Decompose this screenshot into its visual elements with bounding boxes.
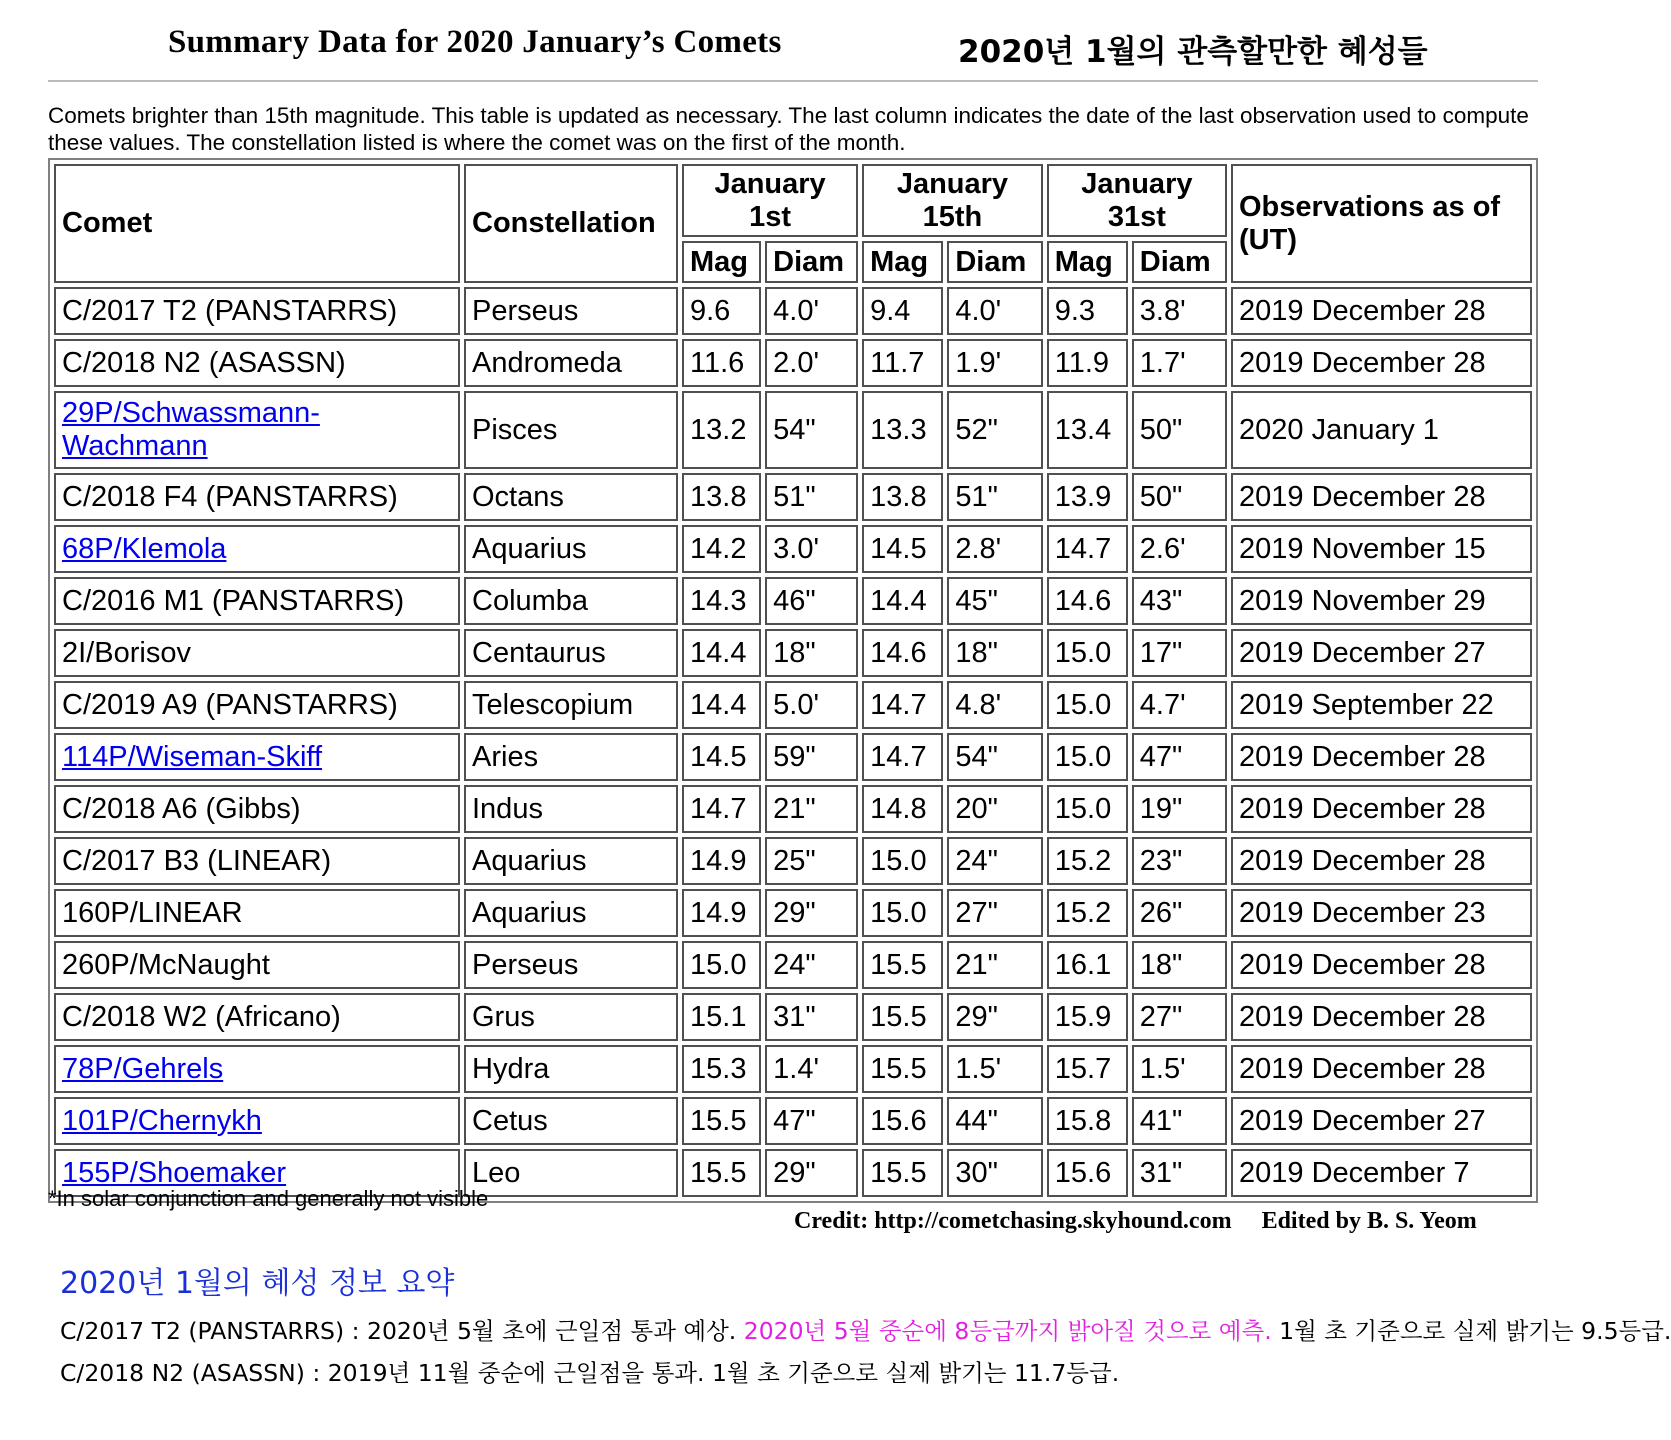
mag-jan31-cell: 15.2 bbox=[1047, 889, 1128, 937]
comet-name-cell: C/2019 A9 (PANSTARRS) bbox=[54, 681, 460, 729]
table-row bbox=[54, 391, 1532, 469]
observation-date-cell: 2019 December 23 bbox=[1231, 889, 1532, 937]
observation-date-cell: 2019 December 28 bbox=[1231, 785, 1532, 833]
observation-date-cell: 2020 January 1 bbox=[1231, 391, 1532, 469]
summary-line-1-tail: 1월 초 기준으로 실제 밝기는 9.5등급. bbox=[1271, 1317, 1671, 1345]
mag-jan1-cell: 13.8 bbox=[682, 473, 761, 521]
page-title-korean: 2020년 1월의 관측할만한 혜성들 bbox=[958, 34, 1428, 70]
constellation-cell: Aries bbox=[464, 733, 678, 781]
table-row bbox=[54, 785, 1532, 833]
mag-jan15-cell: 13.8 bbox=[862, 473, 943, 521]
mag-jan15-cell: 15.0 bbox=[862, 889, 943, 937]
observation-date-cell: 2019 December 7 bbox=[1231, 1149, 1532, 1197]
diam-jan15-cell: 51" bbox=[947, 473, 1042, 521]
summary-line-1-text: C/2017 T2 (PANSTARRS) : 2020년 5월 초에 근일점 통과 예상. bbox=[60, 1317, 744, 1345]
mag-jan15-cell: 15.6 bbox=[862, 1097, 943, 1145]
observation-date-cell: 2019 December 28 bbox=[1231, 941, 1532, 989]
mag-jan1-cell: 15.1 bbox=[682, 993, 761, 1041]
header-diam: Diam bbox=[765, 241, 858, 283]
mag-jan31-cell: 15.6 bbox=[1047, 1149, 1128, 1197]
diam-jan15-cell: 29" bbox=[947, 993, 1042, 1041]
diam-jan1-cell: 5.0' bbox=[765, 681, 858, 729]
comet-name-cell: C/2017 T2 (PANSTARRS) bbox=[54, 287, 460, 335]
header-observations: Observations as of (UT) bbox=[1231, 164, 1532, 283]
mag-jan31-cell: 15.0 bbox=[1047, 785, 1128, 833]
comet-link[interactable]: 114P/Wiseman-Skiff bbox=[62, 740, 323, 773]
comet-link[interactable]: 101P/Chernykh bbox=[62, 1104, 262, 1137]
header-jan15: January 15th bbox=[862, 164, 1043, 237]
diam-jan1-cell: 3.0' bbox=[765, 525, 858, 573]
comet-link[interactable]: 29P/Schwassmann-Wachmann bbox=[62, 397, 320, 462]
constellation-cell: Hydra bbox=[464, 1045, 678, 1093]
constellation-cell: Perseus bbox=[464, 941, 678, 989]
constellation-cell: Centaurus bbox=[464, 629, 678, 677]
diam-jan1-cell: 54" bbox=[765, 391, 858, 469]
header-mag: Mag bbox=[862, 241, 943, 283]
page-title: Summary Data for 2020 January’s Comets bbox=[168, 24, 782, 60]
mag-jan1-cell: 14.2 bbox=[682, 525, 761, 573]
comet-name-cell: 160P/LINEAR bbox=[54, 889, 460, 937]
table-row bbox=[54, 993, 1532, 1041]
diam-jan15-cell: 24" bbox=[947, 837, 1042, 885]
constellation-cell: Leo bbox=[464, 1149, 678, 1197]
mag-jan1-cell: 14.7 bbox=[682, 785, 761, 833]
diam-jan15-cell: 4.0' bbox=[947, 287, 1042, 335]
constellation-cell: Octans bbox=[464, 473, 678, 521]
mag-jan15-cell: 14.6 bbox=[862, 629, 943, 677]
summary-line-1-highlight: 2020년 5월 중순에 8등급까지 밝아질 것으로 예측. bbox=[743, 1317, 1272, 1345]
observation-date-cell: 2019 December 28 bbox=[1231, 339, 1532, 387]
table-row bbox=[54, 339, 1532, 387]
observation-date-cell: 2019 September 22 bbox=[1231, 681, 1532, 729]
comet-name-cell: C/2017 B3 (LINEAR) bbox=[54, 837, 460, 885]
comet-name-cell bbox=[54, 1097, 460, 1145]
comet-name-cell bbox=[54, 733, 460, 781]
diam-jan31-cell: 18" bbox=[1132, 941, 1227, 989]
observation-date-cell: 2019 December 28 bbox=[1231, 1045, 1532, 1093]
mag-jan31-cell: 15.0 bbox=[1047, 681, 1128, 729]
diam-jan31-cell: 2.6' bbox=[1132, 525, 1227, 573]
comet-table bbox=[48, 158, 1538, 1203]
mag-jan1-cell: 15.0 bbox=[682, 941, 761, 989]
comet-link[interactable]: 78P/Gehrels bbox=[62, 1052, 224, 1085]
mag-jan15-cell: 9.4 bbox=[862, 287, 943, 335]
observation-date-cell: 2019 December 28 bbox=[1231, 287, 1532, 335]
diam-jan1-cell: 4.0' bbox=[765, 287, 858, 335]
diam-jan31-cell: 50" bbox=[1132, 473, 1227, 521]
diam-jan1-cell: 47" bbox=[765, 1097, 858, 1145]
comet-name-cell: C/2018 F4 (PANSTARRS) bbox=[54, 473, 460, 521]
diam-jan31-cell: 1.7' bbox=[1132, 339, 1227, 387]
footnote: *In solar conjunction and generally not visible bbox=[48, 1186, 489, 1211]
mag-jan15-cell: 15.5 bbox=[862, 1045, 943, 1093]
mag-jan1-cell: 13.2 bbox=[682, 391, 761, 469]
mag-jan1-cell: 14.5 bbox=[682, 733, 761, 781]
mag-jan31-cell: 15.8 bbox=[1047, 1097, 1128, 1145]
credit-editor: Edited by B. S. Yeom bbox=[1261, 1208, 1477, 1234]
constellation-cell: Pisces bbox=[464, 391, 678, 469]
constellation-cell: Andromeda bbox=[464, 339, 678, 387]
diam-jan15-cell: 1.5' bbox=[947, 1045, 1042, 1093]
mag-jan31-cell: 13.4 bbox=[1047, 391, 1128, 469]
mag-jan15-cell: 15.5 bbox=[862, 993, 943, 1041]
diam-jan1-cell: 21" bbox=[765, 785, 858, 833]
mag-jan31-cell: 15.0 bbox=[1047, 629, 1128, 677]
diam-jan1-cell: 29" bbox=[765, 1149, 858, 1197]
mag-jan15-cell: 14.7 bbox=[862, 733, 943, 781]
mag-jan1-cell: 14.3 bbox=[682, 577, 761, 625]
mag-jan15-cell: 14.8 bbox=[862, 785, 943, 833]
mag-jan31-cell: 14.7 bbox=[1047, 525, 1128, 573]
table-row bbox=[54, 1045, 1532, 1093]
intro-text: Comets brighter than 15th magnitude. This table is updated as necessary. The last column indicates the date of the last observation used to compute these values. The constellation listed is where the comet was on the first of the month. bbox=[48, 103, 1529, 155]
mag-jan15-cell: 14.4 bbox=[862, 577, 943, 625]
mag-jan1-cell: 15.3 bbox=[682, 1045, 761, 1093]
mag-jan31-cell: 15.2 bbox=[1047, 837, 1128, 885]
summary-title: 2020년 1월의 혜성 정보 요약 bbox=[60, 1266, 455, 1301]
diam-jan31-cell: 23" bbox=[1132, 837, 1227, 885]
mag-jan31-cell: 15.9 bbox=[1047, 993, 1128, 1041]
header-diam: Diam bbox=[947, 241, 1042, 283]
table-row bbox=[54, 889, 1532, 937]
credit-source: Credit: http://cometchasing.skyhound.com bbox=[794, 1208, 1232, 1234]
diam-jan1-cell: 29" bbox=[765, 889, 858, 937]
comet-name-cell: C/2018 A6 (Gibbs) bbox=[54, 785, 460, 833]
comet-name-cell: C/2018 N2 (ASASSN) bbox=[54, 339, 460, 387]
mag-jan1-cell: 9.6 bbox=[682, 287, 761, 335]
diam-jan15-cell: 2.8' bbox=[947, 525, 1042, 573]
diam-jan31-cell: 4.7' bbox=[1132, 681, 1227, 729]
comet-name-cell bbox=[54, 391, 460, 469]
diam-jan31-cell: 50" bbox=[1132, 391, 1227, 469]
diam-jan15-cell: 45" bbox=[947, 577, 1042, 625]
mag-jan15-cell: 14.7 bbox=[862, 681, 943, 729]
mag-jan1-cell: 14.4 bbox=[682, 629, 761, 677]
observation-date-cell: 2019 November 15 bbox=[1231, 525, 1532, 573]
comet-name-cell bbox=[54, 1045, 460, 1093]
diam-jan1-cell: 59" bbox=[765, 733, 858, 781]
diam-jan15-cell: 20" bbox=[947, 785, 1042, 833]
table-row bbox=[54, 733, 1532, 781]
table-row bbox=[54, 287, 1532, 335]
table-row bbox=[54, 473, 1532, 521]
table-row bbox=[54, 577, 1532, 625]
header-diam: Diam bbox=[1132, 241, 1227, 283]
diam-jan31-cell: 1.5' bbox=[1132, 1045, 1227, 1093]
mag-jan31-cell: 9.3 bbox=[1047, 287, 1128, 335]
diam-jan1-cell: 31" bbox=[765, 993, 858, 1041]
constellation-cell: Aquarius bbox=[464, 525, 678, 573]
diam-jan15-cell: 1.9' bbox=[947, 339, 1042, 387]
mag-jan31-cell: 15.7 bbox=[1047, 1045, 1128, 1093]
observation-date-cell: 2019 December 27 bbox=[1231, 629, 1532, 677]
observation-date-cell: 2019 December 27 bbox=[1231, 1097, 1532, 1145]
diam-jan31-cell: 19" bbox=[1132, 785, 1227, 833]
diam-jan15-cell: 52" bbox=[947, 391, 1042, 469]
constellation-cell: Columba bbox=[464, 577, 678, 625]
mag-jan31-cell: 14.6 bbox=[1047, 577, 1128, 625]
mag-jan31-cell: 13.9 bbox=[1047, 473, 1128, 521]
mag-jan1-cell: 14.9 bbox=[682, 837, 761, 885]
constellation-cell: Perseus bbox=[464, 287, 678, 335]
diam-jan15-cell: 18" bbox=[947, 629, 1042, 677]
diam-jan31-cell: 41" bbox=[1132, 1097, 1227, 1145]
summary-line-1 bbox=[60, 1312, 1671, 1346]
constellation-cell: Telescopium bbox=[464, 681, 678, 729]
diam-jan15-cell: 30" bbox=[947, 1149, 1042, 1197]
diam-jan15-cell: 54" bbox=[947, 733, 1042, 781]
constellation-cell: Aquarius bbox=[464, 837, 678, 885]
diam-jan15-cell: 44" bbox=[947, 1097, 1042, 1145]
mag-jan1-cell: 11.6 bbox=[682, 339, 761, 387]
mag-jan1-cell: 15.5 bbox=[682, 1097, 761, 1145]
observation-date-cell: 2019 December 28 bbox=[1231, 473, 1532, 521]
comet-table-body bbox=[54, 287, 1532, 1197]
header-jan31: January 31st bbox=[1047, 164, 1227, 237]
constellation-cell: Grus bbox=[464, 993, 678, 1041]
diam-jan1-cell: 51" bbox=[765, 473, 858, 521]
comet-link[interactable]: 155P/Shoemaker bbox=[62, 1156, 287, 1189]
mag-jan15-cell: 15.5 bbox=[862, 941, 943, 989]
table-row bbox=[54, 837, 1532, 885]
table-row bbox=[54, 629, 1532, 677]
table-row bbox=[54, 1097, 1532, 1145]
header-divider bbox=[48, 80, 1538, 82]
table-row bbox=[54, 681, 1532, 729]
diam-jan1-cell: 2.0' bbox=[765, 339, 858, 387]
diam-jan31-cell: 26" bbox=[1132, 889, 1227, 937]
diam-jan31-cell: 17" bbox=[1132, 629, 1227, 677]
comet-name-cell: 2I/Borisov bbox=[54, 629, 460, 677]
mag-jan15-cell: 11.7 bbox=[862, 339, 943, 387]
table-row bbox=[54, 941, 1532, 989]
credit-line bbox=[794, 1208, 1477, 1235]
diam-jan1-cell: 24" bbox=[765, 941, 858, 989]
comet-name-cell: C/2016 M1 (PANSTARRS) bbox=[54, 577, 460, 625]
diam-jan15-cell: 4.8' bbox=[947, 681, 1042, 729]
table-row bbox=[54, 525, 1532, 573]
mag-jan15-cell: 14.5 bbox=[862, 525, 943, 573]
diam-jan1-cell: 46" bbox=[765, 577, 858, 625]
constellation-cell: Cetus bbox=[464, 1097, 678, 1145]
header-comet: Comet bbox=[54, 164, 460, 283]
header-mag: Mag bbox=[1047, 241, 1128, 283]
observation-date-cell: 2019 December 28 bbox=[1231, 837, 1532, 885]
header-jan1: January 1st bbox=[682, 164, 858, 237]
diam-jan31-cell: 43" bbox=[1132, 577, 1227, 625]
diam-jan31-cell: 31" bbox=[1132, 1149, 1227, 1197]
mag-jan1-cell: 14.4 bbox=[682, 681, 761, 729]
mag-jan15-cell: 13.3 bbox=[862, 391, 943, 469]
mag-jan31-cell: 11.9 bbox=[1047, 339, 1128, 387]
diam-jan31-cell: 27" bbox=[1132, 993, 1227, 1041]
comet-name-cell: C/2018 W2 (Africano) bbox=[54, 993, 460, 1041]
observation-date-cell: 2019 December 28 bbox=[1231, 993, 1532, 1041]
observation-date-cell: 2019 November 29 bbox=[1231, 577, 1532, 625]
mag-jan15-cell: 15.0 bbox=[862, 837, 943, 885]
observation-date-cell: 2019 December 28 bbox=[1231, 733, 1532, 781]
mag-jan1-cell: 14.9 bbox=[682, 889, 761, 937]
constellation-cell: Aquarius bbox=[464, 889, 678, 937]
comet-name-cell: 260P/McNaught bbox=[54, 941, 460, 989]
constellation-cell: Indus bbox=[464, 785, 678, 833]
header-mag: Mag bbox=[682, 241, 761, 283]
diam-jan31-cell: 3.8' bbox=[1132, 287, 1227, 335]
diam-jan15-cell: 27" bbox=[947, 889, 1042, 937]
diam-jan1-cell: 1.4' bbox=[765, 1045, 858, 1093]
mag-jan31-cell: 16.1 bbox=[1047, 941, 1128, 989]
comet-name-cell bbox=[54, 525, 460, 573]
mag-jan1-cell: 15.5 bbox=[682, 1149, 761, 1197]
comet-link[interactable]: 68P/Klemola bbox=[62, 532, 227, 565]
diam-jan1-cell: 25" bbox=[765, 837, 858, 885]
header-constellation: Constellation bbox=[464, 164, 678, 283]
mag-jan31-cell: 15.0 bbox=[1047, 733, 1128, 781]
diam-jan1-cell: 18" bbox=[765, 629, 858, 677]
mag-jan15-cell: 15.5 bbox=[862, 1149, 943, 1197]
summary-line-2: C/2018 N2 (ASASSN) : 2019년 11월 중순에 근일점을 통과. 1월 초 기준으로 실제 밝기는 11.7등급. bbox=[60, 1359, 1120, 1387]
diam-jan15-cell: 21" bbox=[947, 941, 1042, 989]
diam-jan31-cell: 47" bbox=[1132, 733, 1227, 781]
